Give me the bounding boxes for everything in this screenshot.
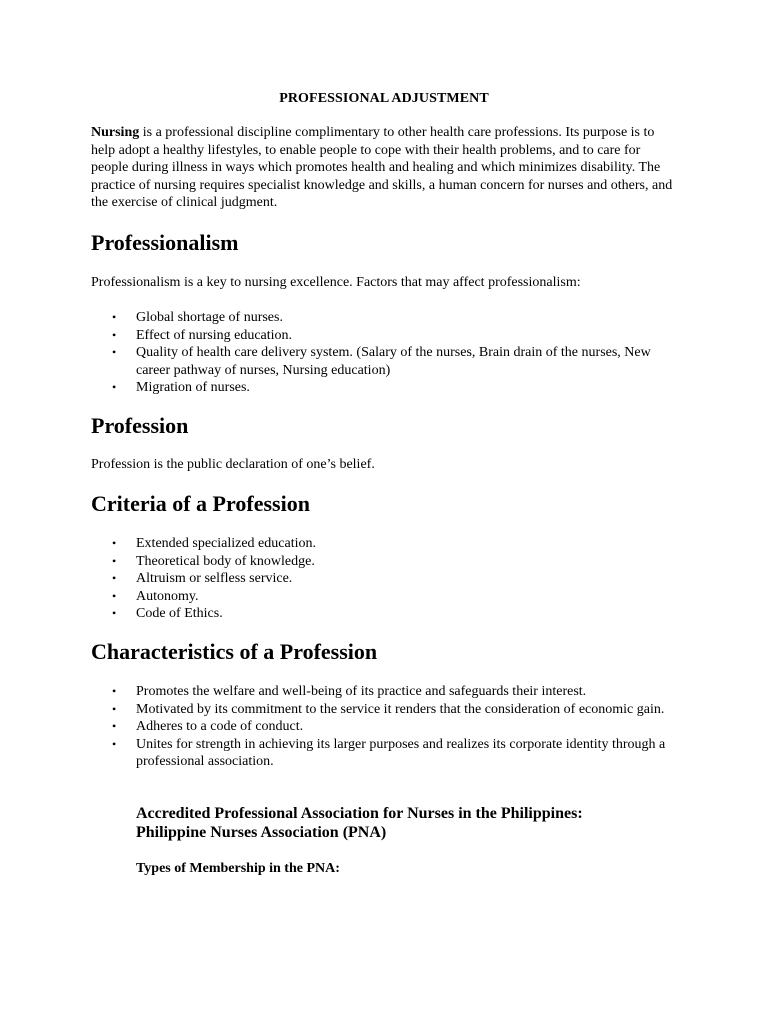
list-item: • Extended specialized education.: [91, 535, 681, 553]
list-item: • Global shortage of nurses.: [91, 309, 671, 327]
pna-heading-line1: Accredited Professional Association for Nurses in the Philippines:: [136, 805, 583, 822]
intro-paragraph: [91, 124, 681, 212]
document-title: PROFESSIONAL ADJUSTMENT: [279, 91, 489, 106]
pna-heading-line2: Philippine Nurses Association (PNA): [136, 824, 387, 841]
intro-lead-term: Nursing: [91, 125, 140, 140]
list-item: • Code of Ethics.: [91, 605, 681, 623]
list-item: • Unites for strength in achieving its larger purposes and realizes its corporate identity through a professional association.: [91, 736, 681, 771]
list-item: • Motivated by its commitment to the service it renders that the consideration of economic gain.: [91, 701, 681, 719]
heading-professionalism: Professionalism: [91, 230, 239, 255]
list-item: • Quality of health care delivery system. (Salary of the nurses, Brain drain of the nurses, New career pathway of nurses, Nursing education): [91, 344, 671, 379]
heading-criteria: Criteria of a Profession: [91, 491, 310, 516]
characteristics-list: [91, 683, 681, 771]
pna-membership-heading: Types of Membership in the PNA:: [136, 861, 340, 876]
profession-text: Profession is the public declaration of one’s belief.: [91, 457, 375, 472]
professionalism-text: Professionalism is a key to nursing excellence. Factors that may affect professionalism:: [91, 275, 581, 290]
list-item: • Effect of nursing education.: [91, 327, 671, 345]
intro-text: is a professional discipline complimentary to other health care professions. Its purpose is to help adopt a healthy lifestyles, to enable people to cope with their health problems, and to care for people during illness in ways which promotes health and healing and which minimizes disability. The practice of nursing requires specialist knowledge and skills, a human concern for nurses and others, and the exercise of clinical judgment.: [91, 125, 673, 210]
list-item: • Promotes the welfare and well-being of its practice and safeguards their interest.: [91, 683, 681, 701]
list-item: • Theoretical body of knowledge.: [91, 553, 681, 571]
heading-profession: Profession: [91, 413, 189, 438]
criteria-list: [91, 535, 681, 623]
heading-characteristics: Characteristics of a Profession: [91, 639, 378, 664]
list-item: • Migration of nurses.: [91, 379, 671, 397]
list-item: • Adheres to a code of conduct.: [91, 718, 681, 736]
list-item: • Altruism or selfless service.: [91, 570, 681, 588]
professionalism-factor-list: [91, 309, 671, 397]
list-item: • Autonomy.: [91, 588, 681, 606]
